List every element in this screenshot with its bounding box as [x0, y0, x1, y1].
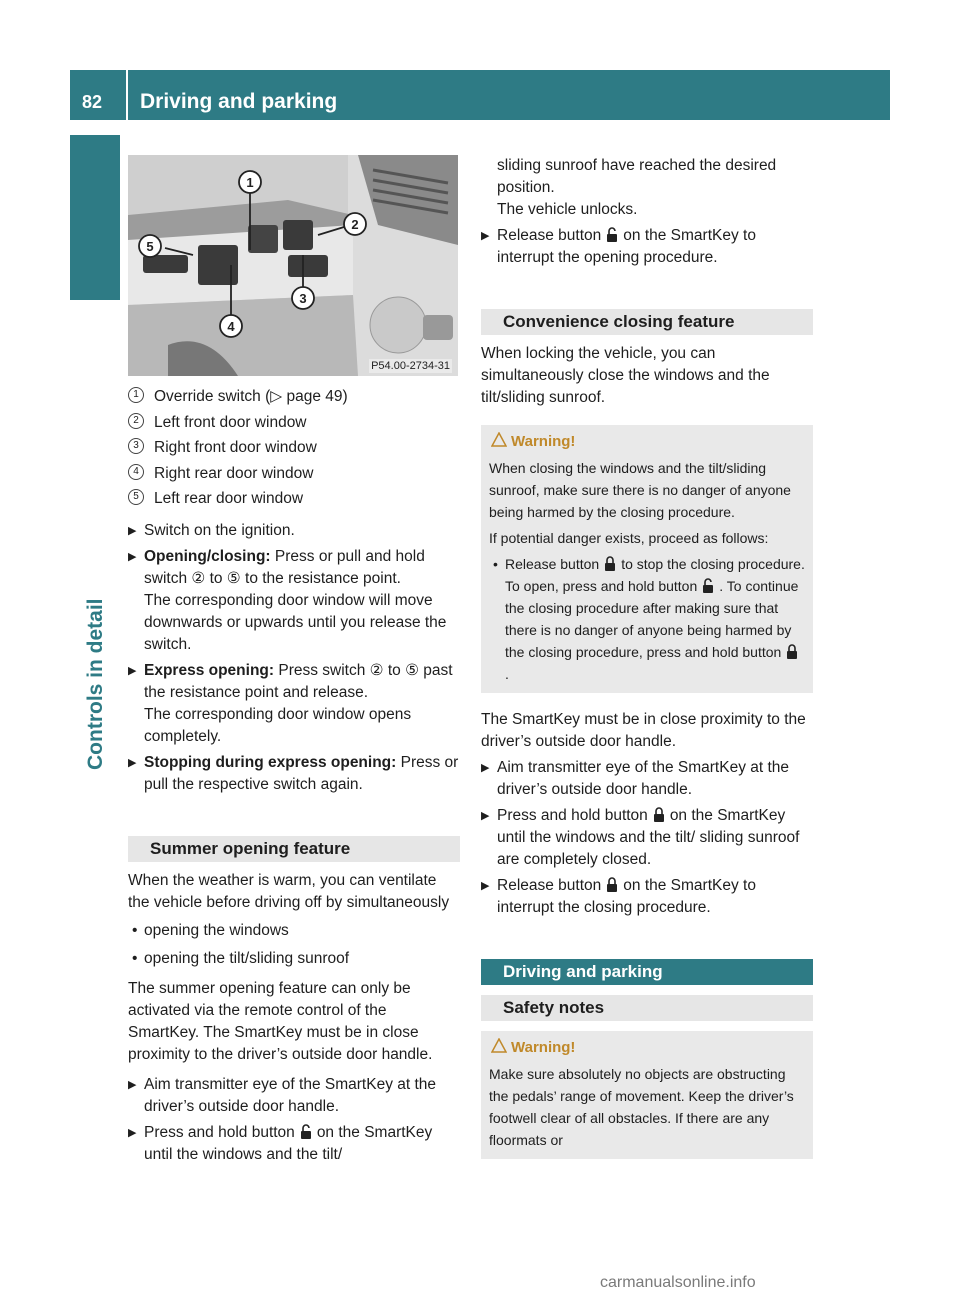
- page-number: 82: [82, 92, 103, 112]
- step-item: [128, 1122, 460, 1166]
- legend-number: 1: [128, 387, 144, 403]
- step-text: Switch on the ignition.: [144, 521, 295, 539]
- step-text: Press and hold button: [144, 1123, 295, 1141]
- step-text: Press switch ② to ⑤ past the resistance point and release.: [144, 661, 453, 701]
- callout-label: 3: [299, 291, 307, 306]
- warning-title-text: Warning!: [511, 1039, 576, 1056]
- step-label: Opening/closing:: [144, 547, 271, 565]
- warning-text: If potential danger exists, proceed as follows:: [489, 530, 769, 546]
- step-arrow-icon: ▶: [128, 524, 137, 537]
- bullet-item: [128, 920, 460, 942]
- watermark: carmanualsonline.info: [600, 1274, 756, 1291]
- step-text: Release button: [497, 877, 602, 894]
- step-text: Press and hold button: [497, 807, 648, 824]
- warning-bullet-text: to stop the closing procedure. To open, press and hold button: [505, 556, 805, 594]
- legend-number: 2: [128, 413, 144, 429]
- step-arrow-icon: ▶: [128, 1126, 137, 1139]
- bullet-item: [128, 948, 460, 970]
- callout-label: 2: [351, 217, 359, 232]
- warning-bullet-text: .: [505, 666, 509, 682]
- step-item: [128, 520, 460, 542]
- side-label-text: Controls in detail: [84, 598, 107, 770]
- step-text: on the SmartKey until the windows and the tilt/: [144, 1123, 433, 1163]
- step-text: on the SmartKey until the windows and the tilt/ sliding sunroof are completely closed.: [497, 807, 800, 868]
- bullet-icon: •: [493, 556, 498, 572]
- paragraph: The summer opening feature can only be activated via the remote control of the SmartKey. The SmartKey must be in close proximity to the driver’s outside door handle.: [128, 979, 433, 1063]
- bullet-text: opening the windows: [144, 921, 289, 939]
- switch-panel-illustration: [128, 155, 458, 376]
- step-text: Release button: [497, 227, 602, 244]
- legend-text: Right rear door window: [154, 464, 314, 482]
- header-divider: [126, 70, 128, 120]
- step-arrow-icon: ▶: [128, 550, 137, 563]
- legend-item: [128, 386, 460, 412]
- warning-icon: [491, 432, 507, 447]
- legend-text: Left rear door window: [154, 490, 304, 507]
- warning-box: [481, 425, 813, 693]
- side-tab: [70, 135, 120, 300]
- section-heading-driving: Driving and parking: [481, 959, 813, 985]
- legend-item: [128, 488, 460, 514]
- step-label: Stopping during express opening:: [144, 753, 397, 771]
- warning-box: [481, 1031, 813, 1159]
- step-item: [128, 546, 460, 656]
- unlock-icon: [700, 578, 716, 594]
- bullet-text: opening the tilt/sliding sunroof: [144, 949, 350, 967]
- legend-item: [128, 412, 460, 438]
- step-arrow-icon: ▶: [128, 756, 137, 769]
- step-item: [128, 752, 460, 796]
- callout-label: 4: [227, 319, 235, 334]
- section-subheading-safety: Safety notes: [481, 995, 813, 1021]
- legend-item: [128, 437, 460, 463]
- step-text: The vehicle unlocks.: [497, 201, 638, 218]
- step-continuation: [481, 155, 813, 221]
- bullet-icon: •: [132, 921, 138, 939]
- paragraph: The SmartKey must be in close proximity to the driver’s outside door handle.: [481, 711, 806, 750]
- callout-label: 1: [246, 175, 254, 190]
- legend-text: Right front door window: [154, 439, 317, 456]
- step-item: [481, 757, 813, 801]
- right-column: [481, 155, 813, 1159]
- legend-text: Override switch (▷ page 49): [154, 388, 348, 405]
- step-arrow-icon: ▶: [128, 1078, 137, 1091]
- step-text: The corresponding door window will move downwards or upwards until you release the switch.: [144, 591, 447, 653]
- warning-bullet-text: . To continue the closing procedure after making sure that there is no danger of anyone being harmed by the closing procedure, press and hold button: [505, 578, 799, 660]
- step-arrow-icon: ▶: [128, 664, 137, 677]
- step-arrow-icon: ▶: [481, 230, 490, 242]
- step-text: Press or pull the respective switch again.: [144, 753, 459, 793]
- paragraph: When locking the vehicle, you can simultaneously close the windows and the tilt/sliding sunroof.: [481, 345, 770, 406]
- step-text: sliding sunroof have reached the desired position.: [497, 157, 777, 196]
- figure-legend: [128, 386, 460, 514]
- warning-title: [489, 431, 805, 453]
- step-text: Aim transmitter eye of the SmartKey at the driver’s outside door handle.: [497, 759, 790, 798]
- unlock-icon: [298, 1124, 314, 1140]
- step-text: The corresponding door window opens completely.: [144, 705, 412, 745]
- warning-bullet-text: Release button: [505, 556, 600, 572]
- step-arrow-icon: ▶: [481, 810, 490, 822]
- page-header-title: Driving and parking: [140, 90, 338, 113]
- step-text: on the SmartKey to interrupt the closing procedure.: [497, 877, 756, 916]
- step-text: on the SmartKey to interrupt the opening procedure.: [497, 227, 756, 266]
- step-item: [481, 225, 813, 269]
- legend-number: 4: [128, 464, 144, 480]
- lock-icon: [784, 644, 800, 660]
- figure-code: P54.00-2734-31: [371, 360, 450, 372]
- section-heading-summer: Summer opening feature: [128, 836, 460, 862]
- legend-number: 3: [128, 438, 144, 454]
- step-text: Aim transmitter eye of the SmartKey at the driver’s outside door handle.: [144, 1075, 437, 1115]
- legend-text: Left front door window: [154, 413, 307, 431]
- paragraph: When the weather is warm, you can ventilate the vehicle before driving off by simultaneously: [128, 871, 450, 911]
- warning-text: Make sure absolutely no objects are obstructing the pedals’ range of movement. Keep the driver’s footwell clear of all obstacles. If there are any floormats or: [489, 1066, 794, 1148]
- lock-icon: [604, 877, 620, 893]
- step-arrow-icon: ▶: [481, 880, 490, 892]
- step-text: Press or pull and hold switch ② to ⑤ to the resistance point.: [144, 547, 425, 587]
- section-heading-convenience: Convenience closing feature: [481, 309, 813, 335]
- window-switch-photo: [128, 155, 458, 376]
- unlock-icon: [604, 227, 620, 243]
- left-column: [128, 155, 460, 1166]
- bullet-icon: •: [132, 949, 138, 967]
- step-item: [128, 1074, 460, 1118]
- step-item: [481, 875, 813, 919]
- callout-label: 5: [146, 239, 154, 254]
- legend-item: [128, 463, 460, 489]
- warning-title: [489, 1037, 805, 1059]
- lock-icon: [651, 807, 667, 823]
- step-item: [481, 805, 813, 871]
- warning-title-text: Warning!: [511, 433, 576, 450]
- lock-icon: [602, 556, 618, 572]
- warning-icon: [491, 1038, 507, 1053]
- step-arrow-icon: ▶: [481, 762, 490, 774]
- step-item: [128, 660, 460, 748]
- legend-number: 5: [128, 489, 144, 505]
- step-label: Express opening:: [144, 661, 275, 679]
- side-label: [82, 540, 110, 770]
- warning-bullet: [489, 553, 805, 685]
- warning-text: When closing the windows and the tilt/sliding sunroof, make sure there is no danger of anyone being harmed by the closing procedure.: [489, 460, 791, 520]
